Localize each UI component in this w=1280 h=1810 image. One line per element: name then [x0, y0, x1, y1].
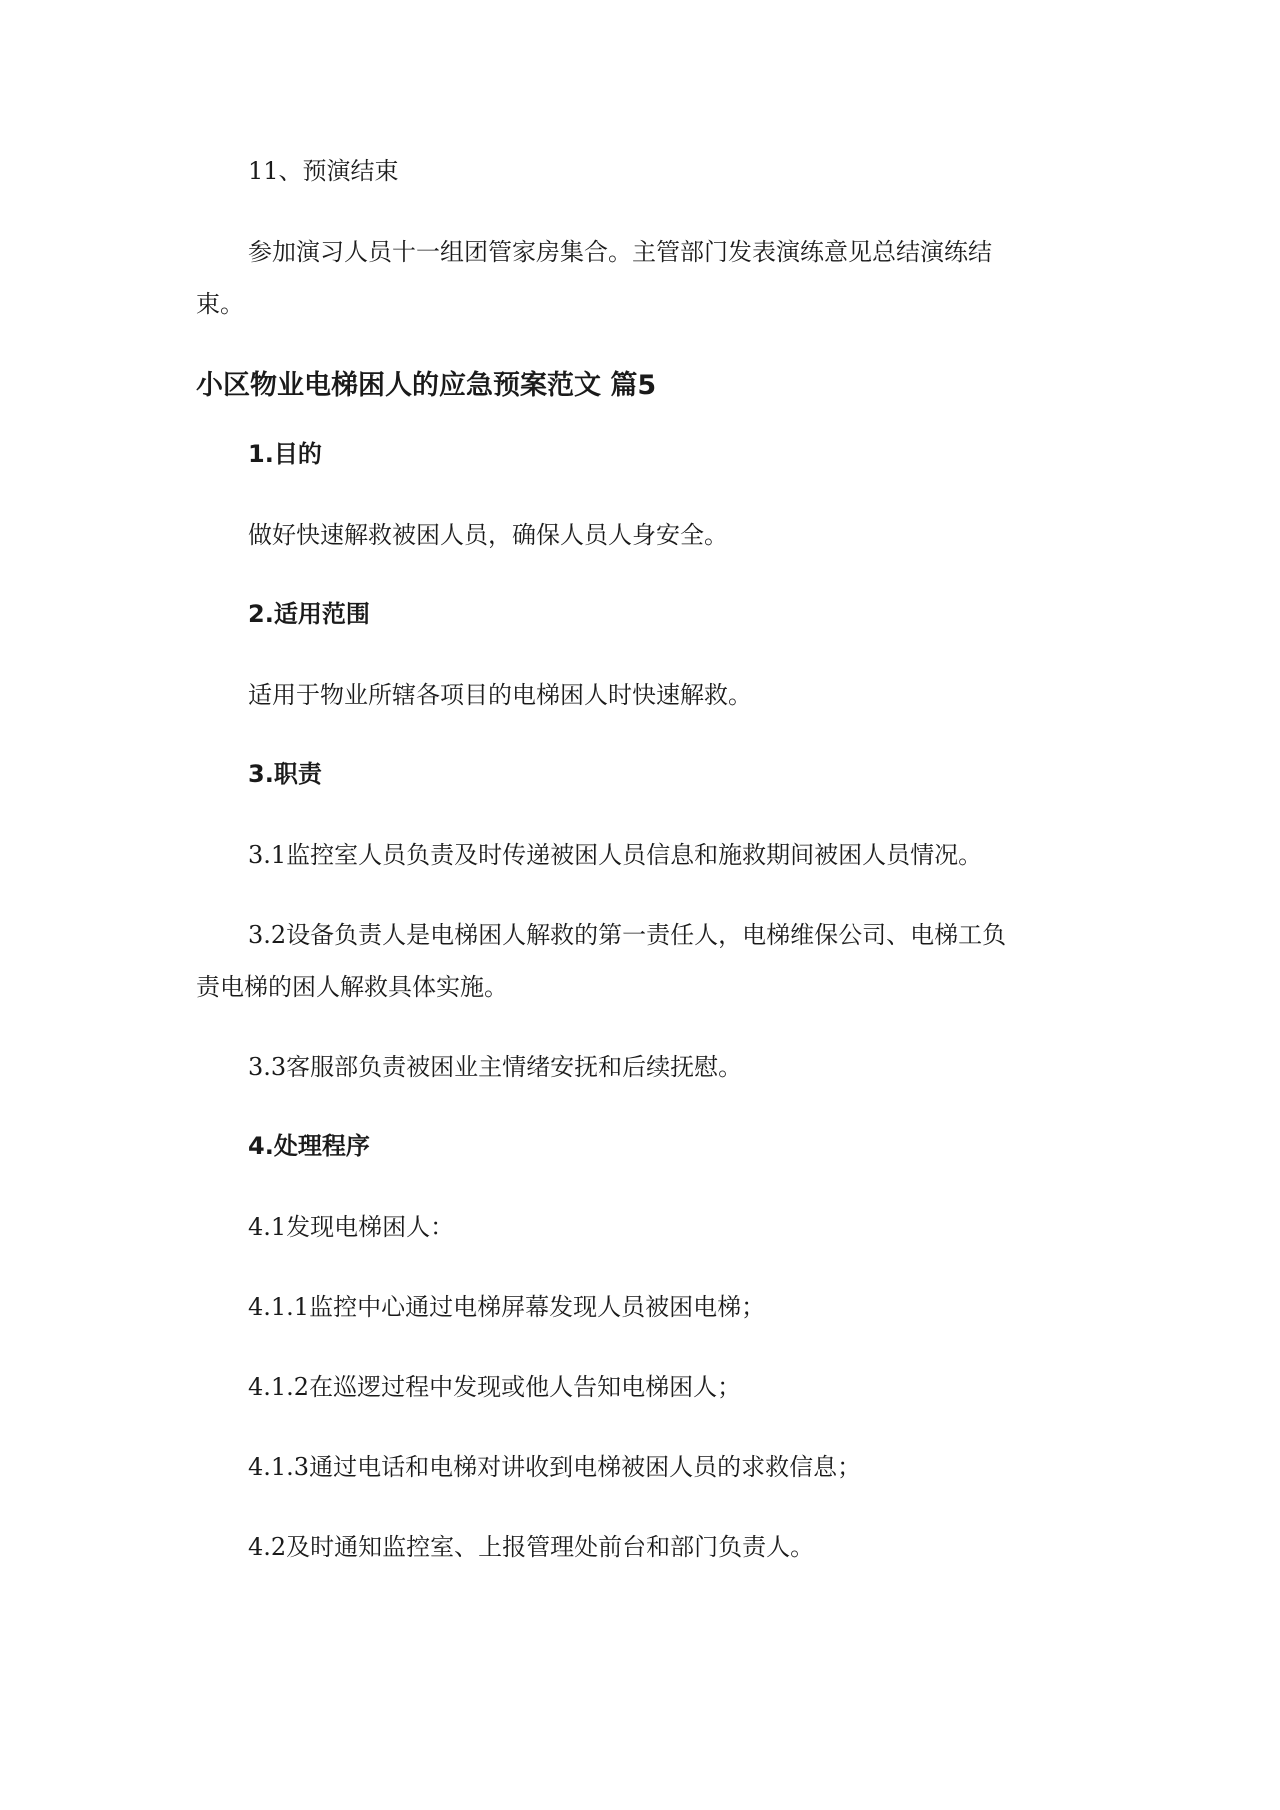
procedure-4-1: 4.1发现电梯困人：	[248, 1213, 455, 1241]
drill-end-text-line-2: 束。	[196, 290, 244, 318]
procedure-4-2: 4.2及时通知监控室、上报管理处前台和部门负责人。	[248, 1533, 815, 1561]
heading-procedure: 4.处理程序	[248, 1132, 370, 1160]
procedure-4-1-3: 4.1.3通过电话和电梯对讲收到电梯被困人员的求救信息；	[248, 1453, 862, 1481]
purpose-text: 做好快速解救被困人员，确保人员人身安全。	[248, 521, 728, 549]
scope-text: 适用于物业所辖各项目的电梯困人时快速解救。	[248, 681, 752, 709]
drill-end-title: 11、预演结束	[248, 157, 399, 185]
responsibility-3-1: 3.1监控室人员负责及时传递被困人员信息和施救期间被困人员情况。	[248, 841, 983, 869]
heading-scope: 2.适用范围	[248, 600, 370, 628]
drill-end-text-line-1: 参加演习人员十一组团管家房集合。主管部门发表演练意见总结演练结	[248, 238, 992, 266]
heading-responsibilities: 3.职责	[248, 760, 322, 788]
responsibility-3-3: 3.3客服部负责被困业主情绪安抚和后续抚慰。	[248, 1053, 743, 1081]
heading-purpose: 1.目的	[248, 440, 322, 468]
responsibility-3-2-line-2: 责电梯的困人解救具体实施。	[196, 973, 508, 1001]
procedure-4-1-1: 4.1.1监控中心通过电梯屏幕发现人员被困电梯；	[248, 1293, 766, 1321]
responsibility-3-2-line-1: 3.2设备负责人是电梯困人解救的第一责任人，电梯维保公司、电梯工负	[248, 921, 1007, 949]
procedure-4-1-2: 4.1.2在巡逻过程中发现或他人告知电梯困人；	[248, 1373, 742, 1401]
section-title: 小区物业电梯困人的应急预案范文 篇5	[196, 370, 657, 401]
